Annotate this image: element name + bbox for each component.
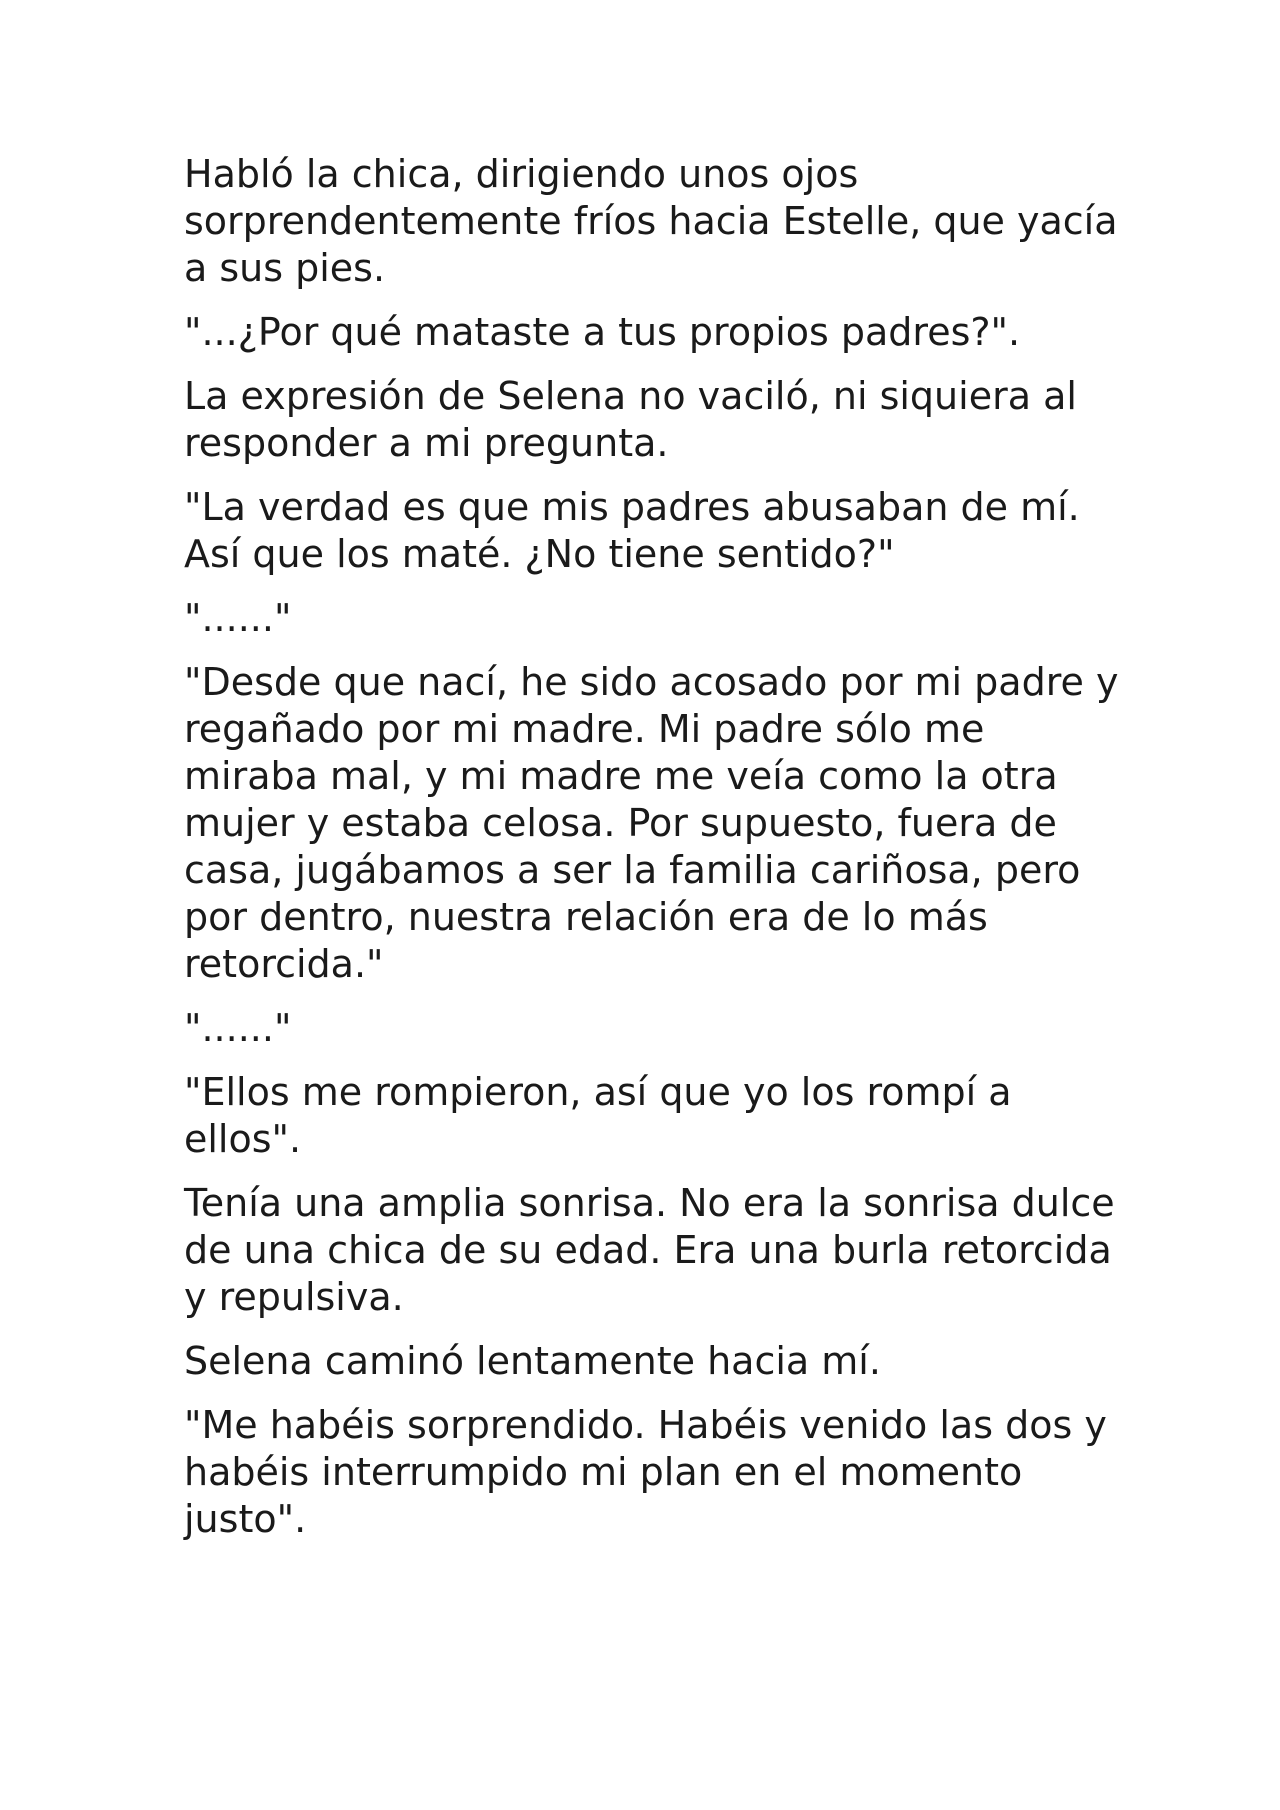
paragraph: "Desde que nací, he sido acosado por mi padre y regañado por mi madre. Mi padre sólo me miraba mal, y mi madre me veía como la otra mujer y estaba celosa. Por supuesto, fuera de casa, jugábamos a ser la familia cariñosa, pero por dentro, nuestra relación era de lo más retorcida." bbox=[184, 660, 1119, 986]
paragraph: "......" bbox=[184, 596, 292, 640]
paragraph: Tenía una amplia sonrisa. No era la sonrisa dulce de una chica de su edad. Era una burla retorcida y repulsiva. bbox=[184, 1181, 1115, 1319]
document-body bbox=[184, 151, 1124, 1560]
paragraph: "...¿Por qué mataste a tus propios padres?". bbox=[184, 310, 1021, 354]
paragraph: Selena caminó lentamente hacia mí. bbox=[184, 1339, 881, 1383]
paragraph: "Ellos me rompieron, así que yo los rompí a ellos". bbox=[184, 1070, 1012, 1161]
paragraph: "La verdad es que mis padres abusaban de mí. Así que los maté. ¿No tiene sentido?" bbox=[184, 485, 1080, 576]
paragraph: "Me habéis sorprendido. Habéis venido las dos y habéis interrumpido mi plan en el momento justo". bbox=[184, 1403, 1107, 1541]
paragraph: Habló la chica, dirigiendo unos ojos sorprendentemente fríos hacia Estelle, que yacía a sus pies. bbox=[184, 152, 1118, 290]
paragraph: La expresión de Selena no vaciló, ni siquiera al responder a mi pregunta. bbox=[184, 374, 1077, 465]
paragraph: "......" bbox=[184, 1006, 292, 1050]
